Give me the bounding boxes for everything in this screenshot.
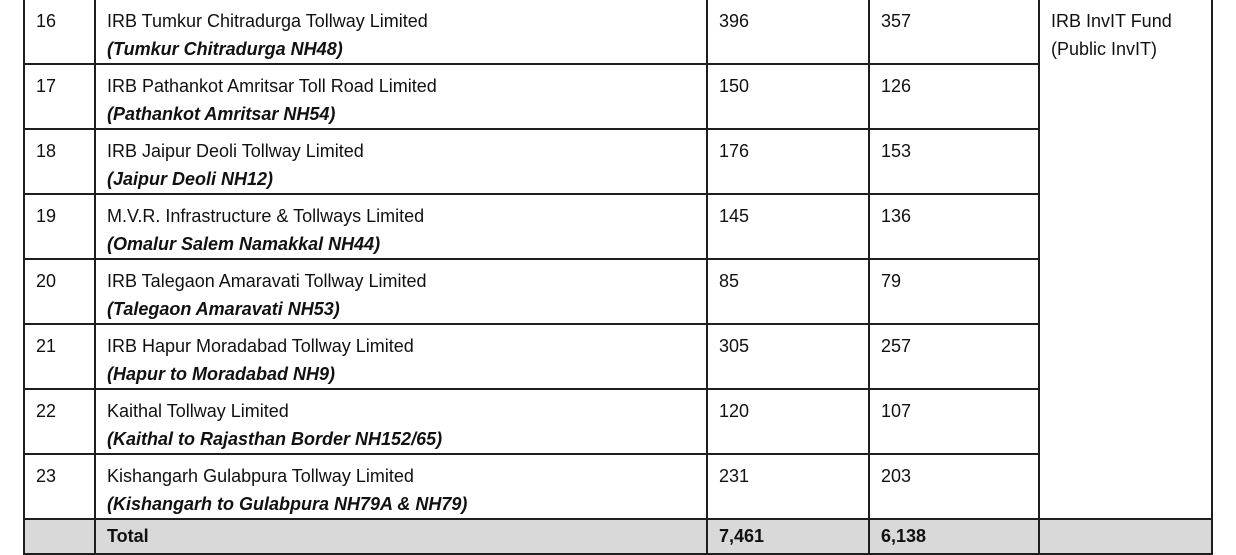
value-b-cell: 79 <box>869 259 1039 324</box>
serial-number-cell: 17 <box>24 64 95 129</box>
value-a-cell: 145 <box>707 194 869 259</box>
project-name-cell <box>95 64 707 129</box>
company-name: M.V.R. Infrastructure & Tollways Limited <box>107 206 425 226</box>
table-row <box>24 389 1212 454</box>
total-value-a-cell: 7,461 <box>707 519 869 554</box>
project-stretch: (Tumkur Chitradurga NH48) <box>107 39 343 59</box>
project-stretch: (Pathankot Amritsar NH54) <box>107 104 336 124</box>
serial-number-cell: 23 <box>24 454 95 519</box>
value-a-cell: 305 <box>707 324 869 389</box>
project-name-cell <box>95 194 707 259</box>
value-b-cell: 126 <box>869 64 1039 129</box>
project-stretch: (Jaipur Deoli NH12) <box>107 169 274 189</box>
company-name: Kaithal Tollway Limited <box>107 401 289 421</box>
owner-name: IRB InvIT Fund <box>1051 11 1172 31</box>
value-b-cell: 203 <box>869 454 1039 519</box>
projects-table <box>23 0 1213 555</box>
serial-number-cell: 18 <box>24 129 95 194</box>
project-stretch: (Talegaon Amaravati NH53) <box>107 299 340 319</box>
value-b-cell: 153 <box>869 129 1039 194</box>
total-owner-cell <box>1039 519 1212 554</box>
table-row <box>24 454 1212 519</box>
project-name-cell <box>95 129 707 194</box>
value-a-cell: 396 <box>707 0 869 64</box>
table-row <box>24 324 1212 389</box>
value-b-cell: 136 <box>869 194 1039 259</box>
projects-table-body <box>24 0 1212 554</box>
company-name: IRB Pathankot Amritsar Toll Road Limited <box>107 76 437 96</box>
table-row <box>24 259 1212 324</box>
table-row <box>24 64 1212 129</box>
project-stretch: (Kishangarh to Gulabpura NH79A & NH79) <box>107 494 468 514</box>
project-name-cell <box>95 259 707 324</box>
company-name: IRB Tumkur Chitradurga Tollway Limited <box>107 11 428 31</box>
value-a-cell: 176 <box>707 129 869 194</box>
project-name-cell <box>95 0 707 64</box>
value-b-cell: 107 <box>869 389 1039 454</box>
project-stretch: (Kaithal to Rajasthan Border NH152/65) <box>107 429 443 449</box>
value-b-cell: 357 <box>869 0 1039 64</box>
owner-cell <box>1039 0 1212 519</box>
total-row <box>24 519 1212 554</box>
serial-number-cell: 21 <box>24 324 95 389</box>
value-a-cell: 150 <box>707 64 869 129</box>
table-row <box>24 0 1212 64</box>
project-stretch: (Hapur to Moradabad NH9) <box>107 364 336 384</box>
company-name: Kishangarh Gulabpura Tollway Limited <box>107 466 414 486</box>
company-name: IRB Hapur Moradabad Tollway Limited <box>107 336 414 356</box>
serial-number-cell: 19 <box>24 194 95 259</box>
value-a-cell: 120 <box>707 389 869 454</box>
table-row <box>24 194 1212 259</box>
serial-number-cell: 22 <box>24 389 95 454</box>
project-name-cell <box>95 389 707 454</box>
owner-type: (Public InvIT) <box>1051 39 1158 59</box>
value-a-cell: 85 <box>707 259 869 324</box>
serial-number-cell: 16 <box>24 0 95 64</box>
total-serial-cell <box>24 519 95 554</box>
total-value-b-cell: 6,138 <box>869 519 1039 554</box>
serial-number-cell: 20 <box>24 259 95 324</box>
project-name-cell <box>95 324 707 389</box>
project-name-cell <box>95 454 707 519</box>
value-b-cell: 257 <box>869 324 1039 389</box>
company-name: IRB Talegaon Amaravati Tollway Limited <box>107 271 427 291</box>
project-stretch: (Omalur Salem Namakkal NH44) <box>107 234 381 254</box>
table-row <box>24 129 1212 194</box>
value-a-cell: 231 <box>707 454 869 519</box>
company-name: IRB Jaipur Deoli Tollway Limited <box>107 141 364 161</box>
total-label-cell: Total <box>95 519 707 554</box>
